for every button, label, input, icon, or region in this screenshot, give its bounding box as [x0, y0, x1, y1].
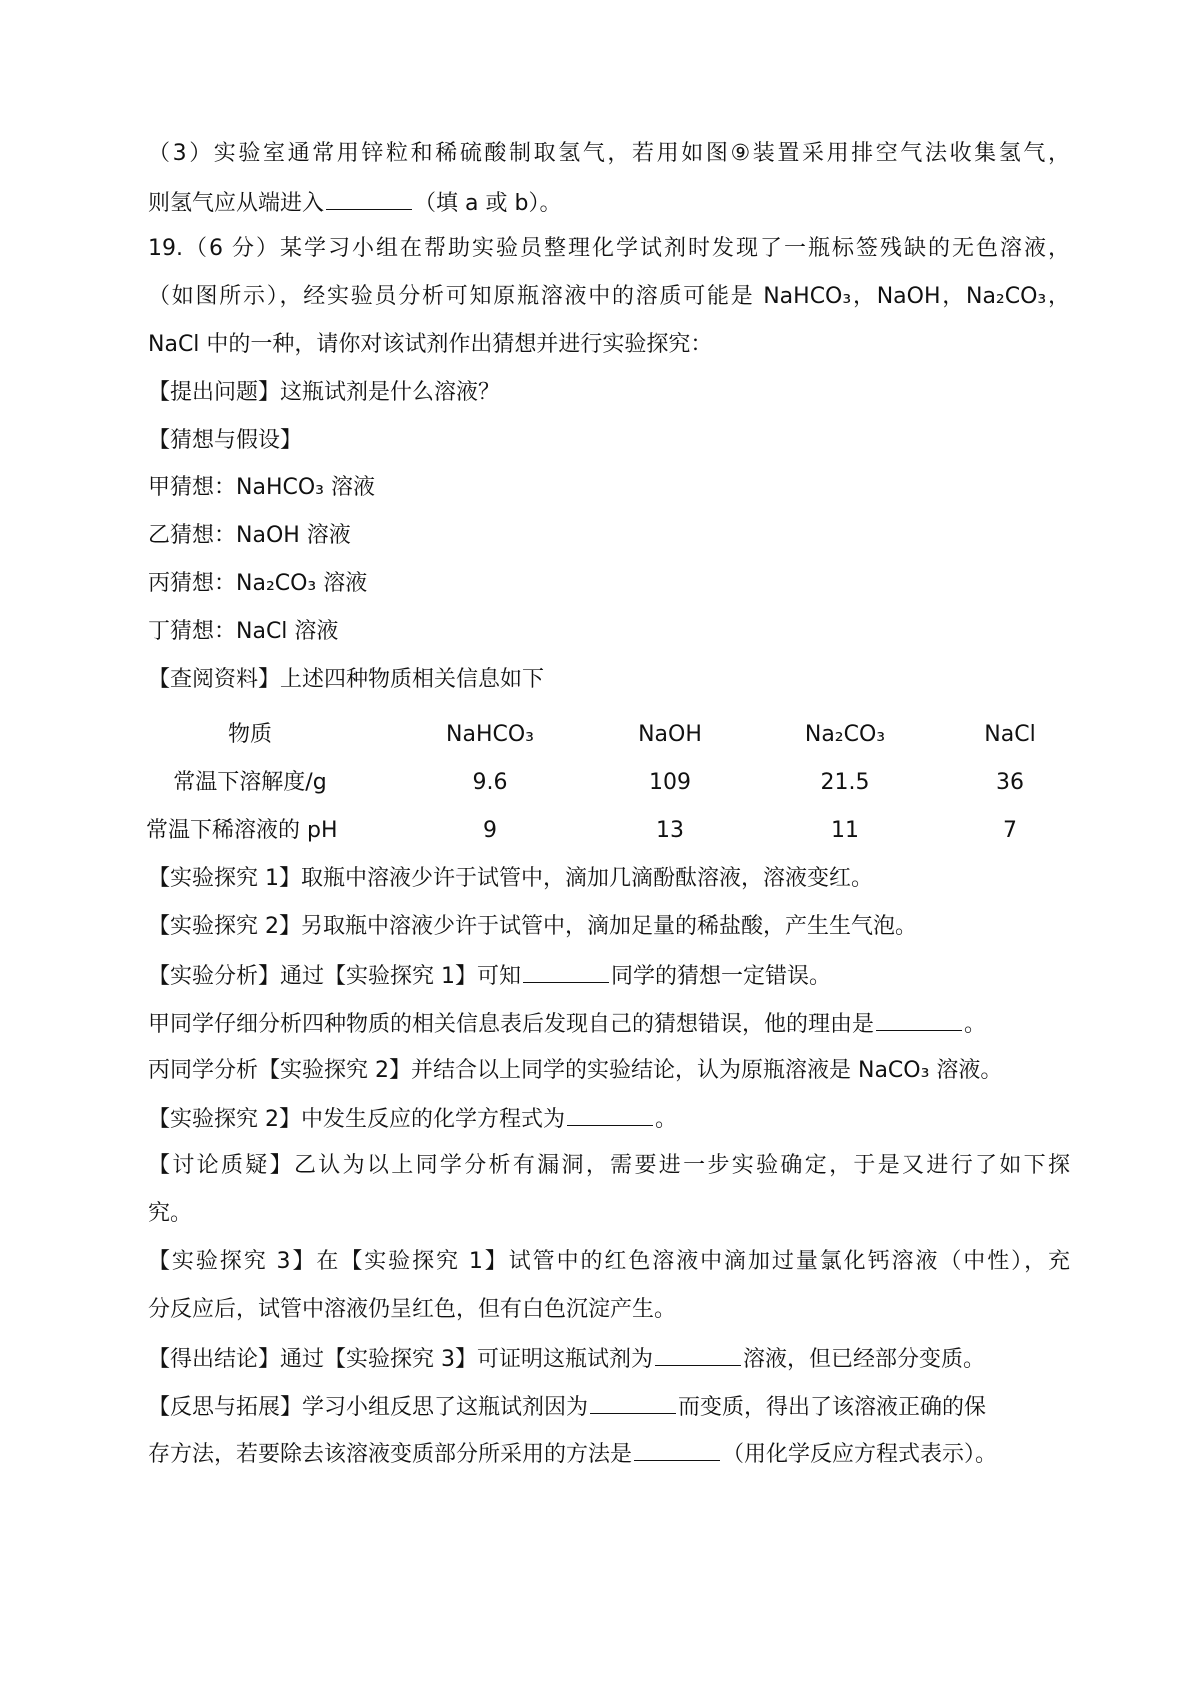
analysis-text: 【实验分析】通过【实验探究 1】可知	[148, 964, 521, 989]
experiment-3-line-1: 【实验探究 3】在【实验探究 1】试管中的红色溶液中滴加过量氯化钙溶液（中性），充	[148, 1249, 1070, 1274]
discussion-line-1: 【讨论质疑】乙认为以上同学分析有漏洞，需要进一步实验确定，于是又进行了如下探	[148, 1153, 1070, 1178]
analysis-text: 【实验探究 2】中发生反应的化学方程式为	[148, 1107, 565, 1132]
experiment-3-line-2: 分反应后，试管中溶液仍呈红色，但有白色沉淀产生。	[148, 1297, 677, 1322]
table-row	[140, 768, 1070, 798]
table-cell: NaCl	[984, 722, 1036, 747]
conclusion	[148, 1343, 985, 1375]
reference-heading: 【查阅资料】上述四种物质相关信息如下	[148, 667, 545, 692]
q3-line-2-text-a: 则氢气应从端进入	[148, 191, 325, 216]
question-heading: 【提出问题】这瓶试剂是什么溶液？	[148, 380, 501, 405]
table-row	[140, 720, 1070, 750]
table-cell: NaOH	[638, 722, 702, 747]
experiment-2: 【实验探究 2】另取瓶中溶液少许于试管中，滴加足量的稀盐酸，产生生气泡。	[148, 914, 917, 939]
table-cell: 物质	[227, 722, 272, 747]
table-cell: NaHCO₃	[446, 722, 534, 747]
conclusion-text: 【得出结论】通过【实验探究 3】可证明这瓶试剂为	[148, 1347, 653, 1372]
table-cell: 9.6	[472, 770, 508, 795]
answer-blank	[326, 187, 412, 210]
analysis-text: 同学的猜想一定错误。	[611, 964, 832, 989]
analysis-line-3: 丙同学分析【实验探究 2】并结合以上同学的实验结论，认为原瓶溶液是 NaCO₃ 溶液。	[148, 1058, 1003, 1083]
q19-line-2: （如图所示），经实验员分析可知原瓶溶液中的溶质可能是 NaHCO₃，NaOH，Na₂CO₃，	[148, 284, 1070, 309]
reflection-line-1	[148, 1391, 986, 1423]
hypothesis-jia: 甲猜想：NaHCO₃ 溶液	[148, 475, 375, 500]
q19-line-3: NaCl 中的一种，请你对该试剂作出猜想并进行实验探究：	[148, 332, 713, 357]
q3-line-1: （3）实验室通常用锌粒和稀硫酸制取氢气，若用如图⑨装置采用排空气法收集氢气，	[148, 141, 1070, 166]
answer-blank	[655, 1343, 741, 1366]
table-cell: 11	[831, 818, 859, 843]
table-cell: 常温下稀溶液的 pH	[146, 818, 338, 843]
table-cell: 7	[1003, 818, 1017, 843]
experiment-1: 【实验探究 1】取瓶中溶液少许于试管中，滴加几滴酚酞溶液，溶液变红。	[148, 866, 873, 891]
answer-blank	[876, 1008, 962, 1031]
analysis-line-4	[148, 1103, 677, 1135]
analysis-text: 。	[964, 1012, 987, 1037]
analysis-text: 。	[655, 1107, 678, 1132]
table-cell: 21.5	[820, 770, 870, 795]
conclusion-text: 溶液，但已经部分变质。	[743, 1347, 986, 1372]
analysis-line-1	[148, 960, 831, 992]
hypothesis-heading: 【猜想与假设】	[148, 428, 303, 453]
q19-line-1: 19.（6 分）某学习小组在帮助实验员整理化学试剂时发现了一瓶标签残缺的无色溶液，	[148, 236, 1070, 261]
table-cell: Na₂CO₃	[804, 722, 886, 747]
answer-blank	[567, 1103, 653, 1126]
hypothesis-bing: 丙猜想：Na₂CO₃ 溶液	[148, 571, 368, 596]
q3-line-2-text-b: （填 a 或 b）。	[414, 191, 562, 216]
reflection-text: 存方法，若要除去该溶液变质部分所采用的方法是	[148, 1442, 633, 1467]
table-cell: 36	[996, 770, 1024, 795]
hypothesis-ding: 丁猜想：NaCl 溶液	[148, 619, 339, 644]
analysis-text: 甲同学仔细分析四种物质的相关信息表后发现自己的猜想错误，他的理由是	[148, 1012, 875, 1037]
hypothesis-yi: 乙猜想：NaOH 溶液	[148, 523, 351, 548]
answer-blank	[590, 1391, 676, 1414]
reflection-text: （用化学反应方程式表示）。	[722, 1442, 998, 1467]
analysis-line-2	[148, 1008, 986, 1040]
table-cell: 9	[483, 818, 497, 843]
answer-blank	[634, 1438, 720, 1461]
table-row	[140, 816, 1070, 846]
table-cell: 13	[656, 818, 684, 843]
table-cell: 常温下溶解度/g	[173, 770, 327, 795]
answer-blank	[523, 960, 609, 983]
reflection-line-2	[148, 1438, 997, 1470]
table-cell: 109	[649, 770, 691, 795]
discussion-line-2: 究。	[148, 1201, 193, 1226]
reflection-text: 【反思与拓展】学习小组反思了这瓶试剂因为	[148, 1395, 589, 1420]
q3-line-2	[148, 187, 561, 219]
reflection-text: 而变质，得出了该溶液正确的保	[678, 1395, 987, 1420]
